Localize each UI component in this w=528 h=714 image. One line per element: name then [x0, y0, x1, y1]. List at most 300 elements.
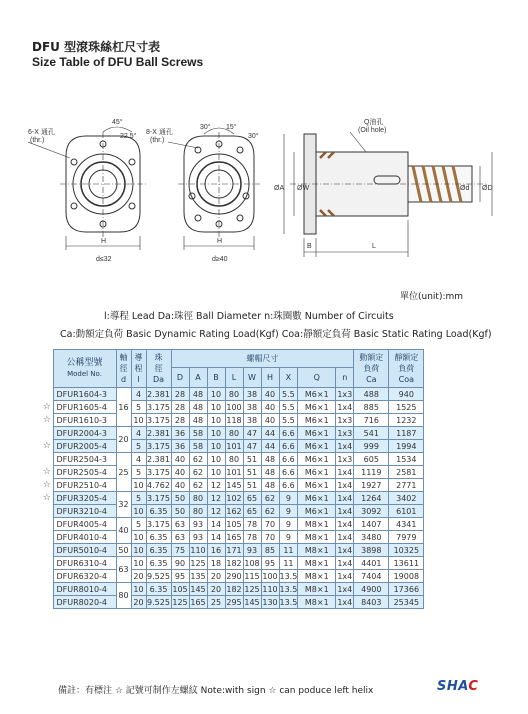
cell-w: 78	[243, 531, 261, 544]
cell-model: DFUR6320-4	[53, 570, 116, 583]
cell-l: 145	[226, 480, 242, 490]
cell-model: DFUR8010-4	[53, 583, 116, 596]
cell-h: 100	[262, 571, 278, 581]
cell-a: 62	[189, 466, 207, 479]
cell-n: 1x4	[337, 441, 353, 451]
cell-ca: 8403	[354, 596, 389, 609]
cell-x: 9	[279, 531, 298, 544]
cell-h: 44	[261, 440, 279, 453]
cell-n: 1x4	[337, 558, 353, 568]
cell-q: M8×1	[298, 583, 336, 596]
cell-shaft-diameter: 63	[116, 557, 131, 583]
cell-l: 5	[131, 518, 146, 531]
cell-coa: 6101	[389, 505, 424, 518]
cell-da: 6.35	[146, 531, 171, 544]
left-helix-star	[41, 453, 53, 466]
cell-l: 10	[131, 557, 146, 570]
cell-ca: 605	[354, 453, 389, 466]
cell-w: 145	[244, 597, 260, 607]
cell-shaft-diameter: 25	[116, 453, 131, 492]
cell-da: 6.35	[146, 505, 171, 518]
cell-l: 171	[226, 545, 242, 555]
label-oil-hole-en: (Oil hole)	[358, 127, 387, 134]
cell-l: 80	[225, 427, 243, 440]
table-row	[41, 544, 424, 557]
cell-n: 1x4	[337, 506, 353, 516]
cell-d: 63	[171, 518, 189, 531]
cell-w: 47	[243, 440, 261, 453]
label-angle-30a: 30°	[200, 124, 211, 131]
cell-a: 93	[189, 518, 207, 531]
cell-h: 48	[261, 466, 279, 479]
cell-q: M8×1	[298, 518, 336, 531]
ball-screw-drawings	[28, 112, 498, 272]
cell-ca: 1119	[354, 466, 389, 479]
cell-a: 62	[189, 479, 207, 492]
shac-logo: SHAC	[437, 679, 479, 694]
label-angle-45: 45°	[112, 119, 123, 126]
table-row	[41, 453, 424, 466]
left-helix-star	[41, 388, 53, 401]
cell-h: 62	[261, 492, 279, 505]
cell-l: 10	[131, 544, 146, 557]
left-helix-star: ☆	[41, 401, 53, 414]
cell-q: M8×1	[298, 531, 336, 544]
cell-w: 93	[243, 544, 261, 557]
cell-h: 130	[262, 597, 278, 607]
cell-a: 80	[189, 492, 207, 505]
cell-l: 80	[225, 453, 243, 466]
cell-l: 101	[226, 441, 242, 451]
cell-ca: 3092	[354, 505, 389, 518]
cell-h: 40	[261, 388, 279, 401]
label-dim-d-small: Ød	[460, 185, 470, 192]
cell-x: 6.6	[279, 453, 298, 466]
cell-shaft-diameter: 80	[116, 583, 131, 609]
cell-ca: 1407	[354, 518, 389, 531]
cell-w: 115	[244, 571, 260, 581]
cell-q: M6×1	[298, 505, 336, 518]
cell-ca: 541	[354, 427, 389, 440]
cell-q: M8×1	[298, 596, 336, 609]
cell-d: 105	[172, 584, 188, 594]
cell-coa: 1187	[389, 427, 424, 440]
cell-q: M6×1	[298, 388, 336, 401]
table-row	[41, 427, 424, 440]
label-holes-8: 8-X 通孔	[146, 129, 173, 136]
cell-model: DFUR2005-4	[53, 440, 116, 453]
cell-da: 3.175	[147, 467, 170, 477]
cell-l: 4	[131, 427, 146, 440]
cell-b: 10	[207, 427, 225, 440]
cell-b: 10	[207, 440, 225, 453]
header-h: H	[261, 368, 279, 388]
cell-a: 110	[190, 545, 206, 555]
cell-b: 12	[207, 479, 225, 492]
cell-a: 165	[190, 597, 206, 607]
left-helix-star	[41, 427, 53, 440]
cell-h: 85	[261, 544, 279, 557]
left-helix-star: ☆	[41, 414, 53, 427]
cell-h: 95	[261, 557, 279, 570]
cell-n: 1x4	[337, 519, 353, 529]
cell-h: 40	[261, 414, 279, 427]
cell-l: 165	[226, 532, 242, 542]
cell-ca: 1927	[354, 479, 389, 492]
cell-l: 102	[226, 493, 242, 503]
cell-ca: 716	[354, 414, 389, 427]
cell-da: 6.35	[146, 557, 171, 570]
left-helix-star	[41, 583, 53, 596]
cell-da: 3.175	[147, 519, 170, 529]
cell-l: 101	[226, 467, 242, 477]
cell-model: DFUR2504-3	[53, 453, 116, 466]
cell-x: 9	[279, 492, 298, 505]
table-row	[41, 518, 424, 531]
cell-n: 1x4	[337, 467, 353, 477]
unit-label: 單位(unit):mm	[400, 292, 464, 302]
cell-da: 6.35	[146, 544, 171, 557]
cell-h: 62	[261, 505, 279, 518]
cell-l: 10	[131, 414, 146, 427]
cell-h: 48	[261, 453, 279, 466]
cell-q: M6×1	[298, 466, 336, 479]
cell-q: M6×1	[298, 401, 336, 414]
cell-q: M6×1	[298, 414, 336, 427]
cell-da: 3.175	[147, 441, 170, 451]
cell-n: 1x4	[337, 571, 353, 581]
table-row	[41, 401, 424, 414]
cell-b: 16	[207, 544, 225, 557]
cell-l: 162	[226, 506, 242, 516]
label-dim-a: ØA	[274, 185, 285, 192]
cell-a: 58	[189, 427, 207, 440]
cell-w: 78	[243, 518, 261, 531]
cell-a: 58	[189, 440, 207, 453]
cell-a: 80	[189, 505, 207, 518]
cell-b: 25	[207, 596, 225, 609]
cell-l: 10	[131, 583, 146, 596]
cell-x: 13.5	[279, 571, 298, 581]
cell-n: 1x4	[337, 597, 353, 607]
cell-x: 6.6	[279, 427, 298, 440]
cell-a: 145	[190, 584, 206, 594]
left-helix-star	[41, 557, 53, 570]
table-row	[41, 583, 424, 596]
page-title-en: Size Table of DFU Ball Screws	[32, 55, 204, 69]
cell-ca: 1264	[354, 492, 389, 505]
cell-n: 1x3	[337, 415, 353, 425]
cell-l: 295	[226, 597, 242, 607]
label-d-ge-40: d≥40	[212, 256, 228, 263]
cell-coa: 2581	[389, 466, 424, 479]
cell-b: 20	[207, 583, 225, 596]
cell-w: 108	[244, 558, 260, 568]
cell-model: DFUR8020-4	[53, 596, 116, 609]
cell-w: 125	[244, 584, 260, 594]
cell-da: 2.381	[147, 428, 170, 438]
cell-h: 44	[261, 427, 279, 440]
cell-h: 48	[261, 479, 279, 492]
header-x: X	[279, 368, 298, 388]
cell-coa: 3402	[389, 492, 424, 505]
header-l: L	[225, 368, 243, 388]
cell-n: 1x3	[337, 428, 353, 438]
cell-model: DFUR4005-4	[53, 518, 116, 531]
cell-b: 12	[207, 505, 225, 518]
left-helix-star	[41, 570, 53, 583]
table-row	[41, 570, 424, 583]
label-angle-30b: 30°	[248, 133, 259, 140]
cell-da: 9.525	[147, 571, 170, 581]
table-row	[41, 388, 424, 401]
table-row	[41, 440, 424, 453]
label-h-2: H	[217, 238, 223, 245]
header-a: A	[189, 368, 207, 388]
cell-a: 48	[189, 401, 207, 414]
cell-da: 2.381	[147, 389, 170, 399]
cell-x: 6.6	[279, 440, 298, 453]
cell-coa: 10325	[389, 544, 424, 557]
cell-b: 14	[207, 531, 225, 544]
cell-model: DFUR2004-3	[53, 427, 116, 440]
side-view	[284, 132, 492, 257]
cell-d: 28	[171, 401, 189, 414]
table-row	[41, 531, 424, 544]
cell-h: 110	[262, 584, 278, 594]
left-helix-star	[41, 518, 53, 531]
cell-q: M6×1	[298, 479, 336, 492]
cell-da: 3.175	[147, 493, 170, 503]
cell-q: M8×1	[298, 570, 336, 583]
cell-a: 125	[190, 558, 206, 568]
cell-b: 12	[207, 492, 225, 505]
header-n: n	[336, 368, 354, 388]
cell-l: 290	[226, 571, 242, 581]
cell-l: 10	[131, 505, 146, 518]
cell-w: 51	[243, 466, 261, 479]
cell-l: 182	[226, 558, 242, 568]
cell-w: 51	[243, 453, 261, 466]
cell-d: 40	[171, 453, 189, 466]
cell-b: 18	[207, 557, 225, 570]
cell-model: DFUR5010-4	[53, 544, 116, 557]
cell-l: 10	[131, 479, 146, 492]
cell-d: 50	[171, 505, 189, 518]
cell-a: 93	[189, 531, 207, 544]
cell-coa: 13611	[389, 557, 424, 570]
page-title-zh: DFU 型滾珠絲杠尺寸表	[32, 40, 161, 54]
flange-6-hole-view	[28, 127, 146, 250]
header-d: 軸 徑 d	[116, 350, 131, 388]
cell-w: 65	[243, 492, 261, 505]
cell-d: 40	[171, 466, 189, 479]
cell-model: DFUR4010-4	[53, 531, 116, 544]
cell-n: 1x4	[337, 545, 353, 555]
cell-da: 6.35	[146, 583, 171, 596]
cell-ca: 885	[354, 401, 389, 414]
cell-l: 105	[226, 519, 242, 529]
label-holes-6: 6-X 通孔	[28, 129, 55, 136]
cell-model: DFUR1610-3	[53, 414, 116, 427]
left-helix-star: ☆	[41, 440, 53, 453]
cell-n: 1x3	[337, 389, 353, 399]
table-row	[41, 479, 424, 492]
cell-a: 62	[189, 453, 207, 466]
cell-ca: 999	[354, 440, 389, 453]
cell-d: 50	[171, 492, 189, 505]
header-da: 珠 徑 Da	[146, 350, 171, 388]
cell-coa: 1525	[389, 401, 424, 414]
label-dim-w: ØW	[297, 185, 310, 192]
left-helix-star: ☆	[41, 466, 53, 479]
header-nut-dimensions: 螺帽尺寸	[171, 350, 354, 368]
cell-shaft-diameter: 32	[116, 492, 131, 518]
cell-d: 36	[171, 440, 189, 453]
cell-d: 95	[171, 570, 189, 583]
cell-l: 5	[131, 440, 146, 453]
cell-model: DFUR2510-4	[53, 479, 116, 492]
header-ca: 動額定 負荷 Ca	[354, 350, 389, 388]
cell-w: 38	[243, 401, 261, 414]
label-holes-6-thr: (thr.)	[30, 137, 45, 144]
table-row	[41, 492, 424, 505]
cell-b: 10	[207, 453, 225, 466]
cell-d: 28	[171, 388, 189, 401]
cell-l: 5	[131, 466, 146, 479]
cell-ca: 4900	[354, 583, 389, 596]
cell-d: 36	[171, 427, 189, 440]
cell-da: 3.175	[147, 415, 170, 425]
cell-q: M6×1	[298, 440, 336, 453]
label-dim-d-big: ØD	[482, 185, 493, 192]
label-angle-22-5: 22.5°	[120, 133, 137, 140]
table-row	[41, 596, 424, 609]
cell-n: 1x4	[337, 480, 353, 490]
cell-n: 1x4	[337, 493, 353, 503]
cell-a: 135	[190, 571, 206, 581]
left-helix-star: ☆	[41, 492, 53, 505]
left-helix-star	[41, 596, 53, 609]
header-b: B	[207, 368, 225, 388]
cell-model: DFUR6310-4	[53, 557, 116, 570]
cell-b: 10	[207, 466, 225, 479]
cell-q: M8×1	[298, 557, 336, 570]
cell-coa: 25345	[389, 596, 424, 609]
cell-ca: 3480	[354, 531, 389, 544]
table-row	[41, 466, 424, 479]
cell-b: 10	[207, 414, 225, 427]
table-row	[41, 414, 424, 427]
cell-l: 20	[131, 596, 146, 609]
cell-n: 1x3	[337, 454, 353, 464]
cell-a: 48	[189, 414, 207, 427]
label-h-1: H	[101, 238, 107, 245]
cell-l: 100	[226, 402, 242, 412]
cell-l: 4	[131, 453, 146, 466]
cell-q: M8×1	[298, 544, 336, 557]
cell-model: DFUR1604-3	[53, 388, 116, 401]
cell-ca: 3898	[354, 544, 389, 557]
cell-w: 65	[243, 505, 261, 518]
cell-x: 11	[279, 557, 298, 570]
table-row	[41, 505, 424, 518]
header-coa: 靜額定 負荷 Coa	[389, 350, 424, 388]
cell-ca: 488	[354, 388, 389, 401]
cell-q: M6×1	[298, 427, 336, 440]
label-d-le-32: d≤32	[96, 256, 112, 263]
cell-h: 70	[261, 531, 279, 544]
cell-coa: 17366	[389, 583, 424, 596]
cell-x: 6.6	[279, 466, 298, 479]
cell-coa: 7979	[389, 531, 424, 544]
header-q: Q	[298, 368, 336, 388]
cell-n: 1x4	[337, 584, 353, 594]
label-holes-8-thr: (thr.)	[150, 137, 165, 144]
cell-l: 5	[131, 492, 146, 505]
cell-model: DFUR2505-4	[53, 466, 116, 479]
left-helix-star	[41, 505, 53, 518]
cell-model: DFUR3205-4	[53, 492, 116, 505]
cell-shaft-diameter: 50	[116, 544, 131, 557]
cell-a: 48	[189, 388, 207, 401]
left-helix-star	[41, 531, 53, 544]
cell-x: 13.5	[279, 584, 298, 594]
cell-d: 90	[171, 557, 189, 570]
cell-q: M6×1	[298, 492, 336, 505]
cell-x: 6.6	[279, 479, 298, 492]
cell-coa: 4341	[389, 518, 424, 531]
cell-h: 70	[261, 518, 279, 531]
label-oil-hole: Q油孔	[364, 119, 384, 126]
cell-w: 51	[243, 479, 261, 492]
header-model: 公稱型號 Model No.	[53, 350, 116, 388]
cell-coa: 1232	[389, 414, 424, 427]
cell-d: 63	[171, 531, 189, 544]
cell-l: 118	[226, 415, 242, 425]
header-l: 導 程 l	[131, 350, 146, 388]
legend-line-2: Ca:動額定負荷 Basic Dynamic Rating Load(Kgf) Coa:靜額定負荷 Basic Static Rating Load(Kgf)	[60, 329, 492, 340]
header-d: D	[171, 368, 189, 388]
cell-model: DFUR3210-4	[53, 505, 116, 518]
cell-ca: 7404	[354, 570, 389, 583]
cell-d: 40	[171, 479, 189, 492]
cell-shaft-diameter: 16	[116, 388, 131, 427]
cell-da: 4.762	[147, 480, 170, 490]
cell-x: 5.5	[279, 401, 298, 414]
cell-da: 3.175	[147, 402, 170, 412]
cell-h: 40	[261, 401, 279, 414]
size-table	[41, 349, 424, 609]
label-dim-b: B	[307, 243, 312, 250]
cell-l: 4	[131, 388, 146, 401]
cell-d: 75	[171, 544, 189, 557]
cell-q: M6×1	[298, 453, 336, 466]
cell-d: 28	[171, 414, 189, 427]
cell-w: 47	[243, 427, 261, 440]
cell-b: 10	[207, 388, 225, 401]
cell-da: 2.381	[147, 454, 170, 464]
table-row	[41, 557, 424, 570]
cell-b: 14	[207, 518, 225, 531]
left-helix-star	[41, 544, 53, 557]
cell-b: 10	[207, 401, 225, 414]
cell-l: 20	[131, 570, 146, 583]
cell-n: 1x4	[337, 532, 353, 542]
cell-b: 20	[207, 570, 225, 583]
cell-coa: 1534	[389, 453, 424, 466]
cell-n: 1x4	[337, 402, 353, 412]
